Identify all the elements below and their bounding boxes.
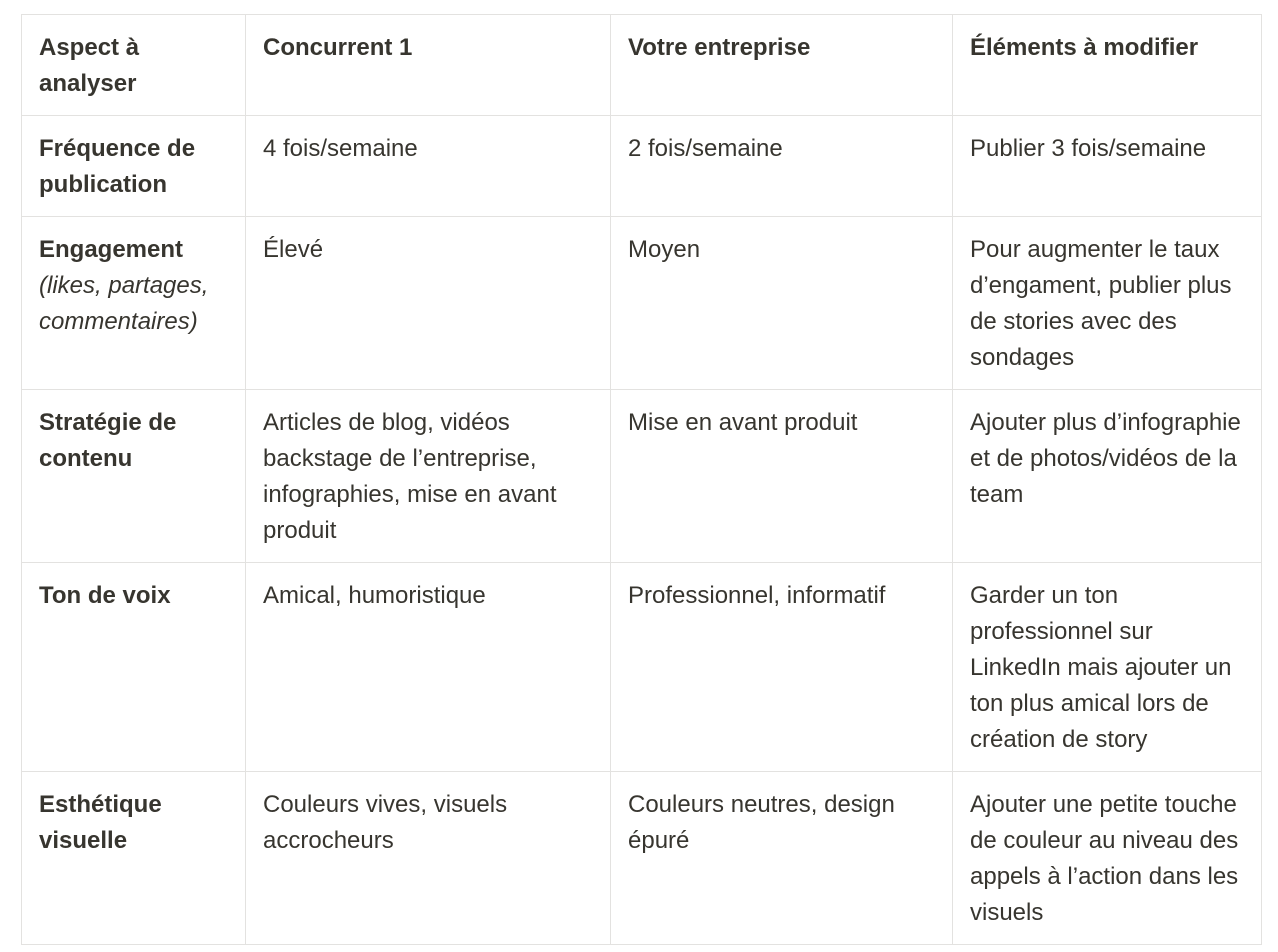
table-header-row xyxy=(22,15,1262,116)
table-row xyxy=(22,217,1262,390)
table-row xyxy=(22,563,1262,772)
table-row xyxy=(22,116,1262,217)
aspect-cell: Esthétique visuelle xyxy=(22,772,246,945)
entreprise-cell: Professionnel, informatif xyxy=(611,563,953,772)
aspect-cell xyxy=(22,217,246,390)
aspect-note: (likes, partages, commentaires) xyxy=(39,272,209,335)
header-entreprise: Votre entreprise xyxy=(611,15,953,116)
modifier-cell: Garder un ton professionnel sur LinkedIn mais ajouter un ton plus amical lors de création de story xyxy=(953,563,1262,772)
entreprise-cell: Couleurs neutres, design épuré xyxy=(611,772,953,945)
modifier-cell: Ajouter une petite touche de couleur au niveau des appels à l’action dans les visuels xyxy=(953,772,1262,945)
comparison-table-container xyxy=(21,14,1262,945)
aspect-label: Engagement xyxy=(39,236,184,263)
entreprise-cell: Moyen xyxy=(611,217,953,390)
header-modifier: Éléments à modifier xyxy=(953,15,1262,116)
concurrent-cell: 4 fois/semaine xyxy=(246,116,611,217)
comparison-table xyxy=(21,14,1262,945)
aspect-cell: Fréquence de publication xyxy=(22,116,246,217)
table-row xyxy=(22,772,1262,945)
aspect-cell: Stratégie de contenu xyxy=(22,390,246,563)
modifier-cell: Publier 3 fois/semaine xyxy=(953,116,1262,217)
modifier-cell: Pour augmenter le taux d’engament, publier plus de stories avec des sondages xyxy=(953,217,1262,390)
aspect-cell: Ton de voix xyxy=(22,563,246,772)
modifier-cell: Ajouter plus d’infographie et de photos/vidéos de la team xyxy=(953,390,1262,563)
concurrent-cell: Amical, humoristique xyxy=(246,563,611,772)
header-aspect: Aspect à analyser xyxy=(22,15,246,116)
concurrent-cell: Articles de blog, vidéos backstage de l’entreprise, infographies, mise en avant produit xyxy=(246,390,611,563)
table-row xyxy=(22,390,1262,563)
header-concurrent: Concurrent 1 xyxy=(246,15,611,116)
entreprise-cell: 2 fois/semaine xyxy=(611,116,953,217)
concurrent-cell: Élevé xyxy=(246,217,611,390)
entreprise-cell: Mise en avant produit xyxy=(611,390,953,563)
concurrent-cell: Couleurs vives, visuels accrocheurs xyxy=(246,772,611,945)
